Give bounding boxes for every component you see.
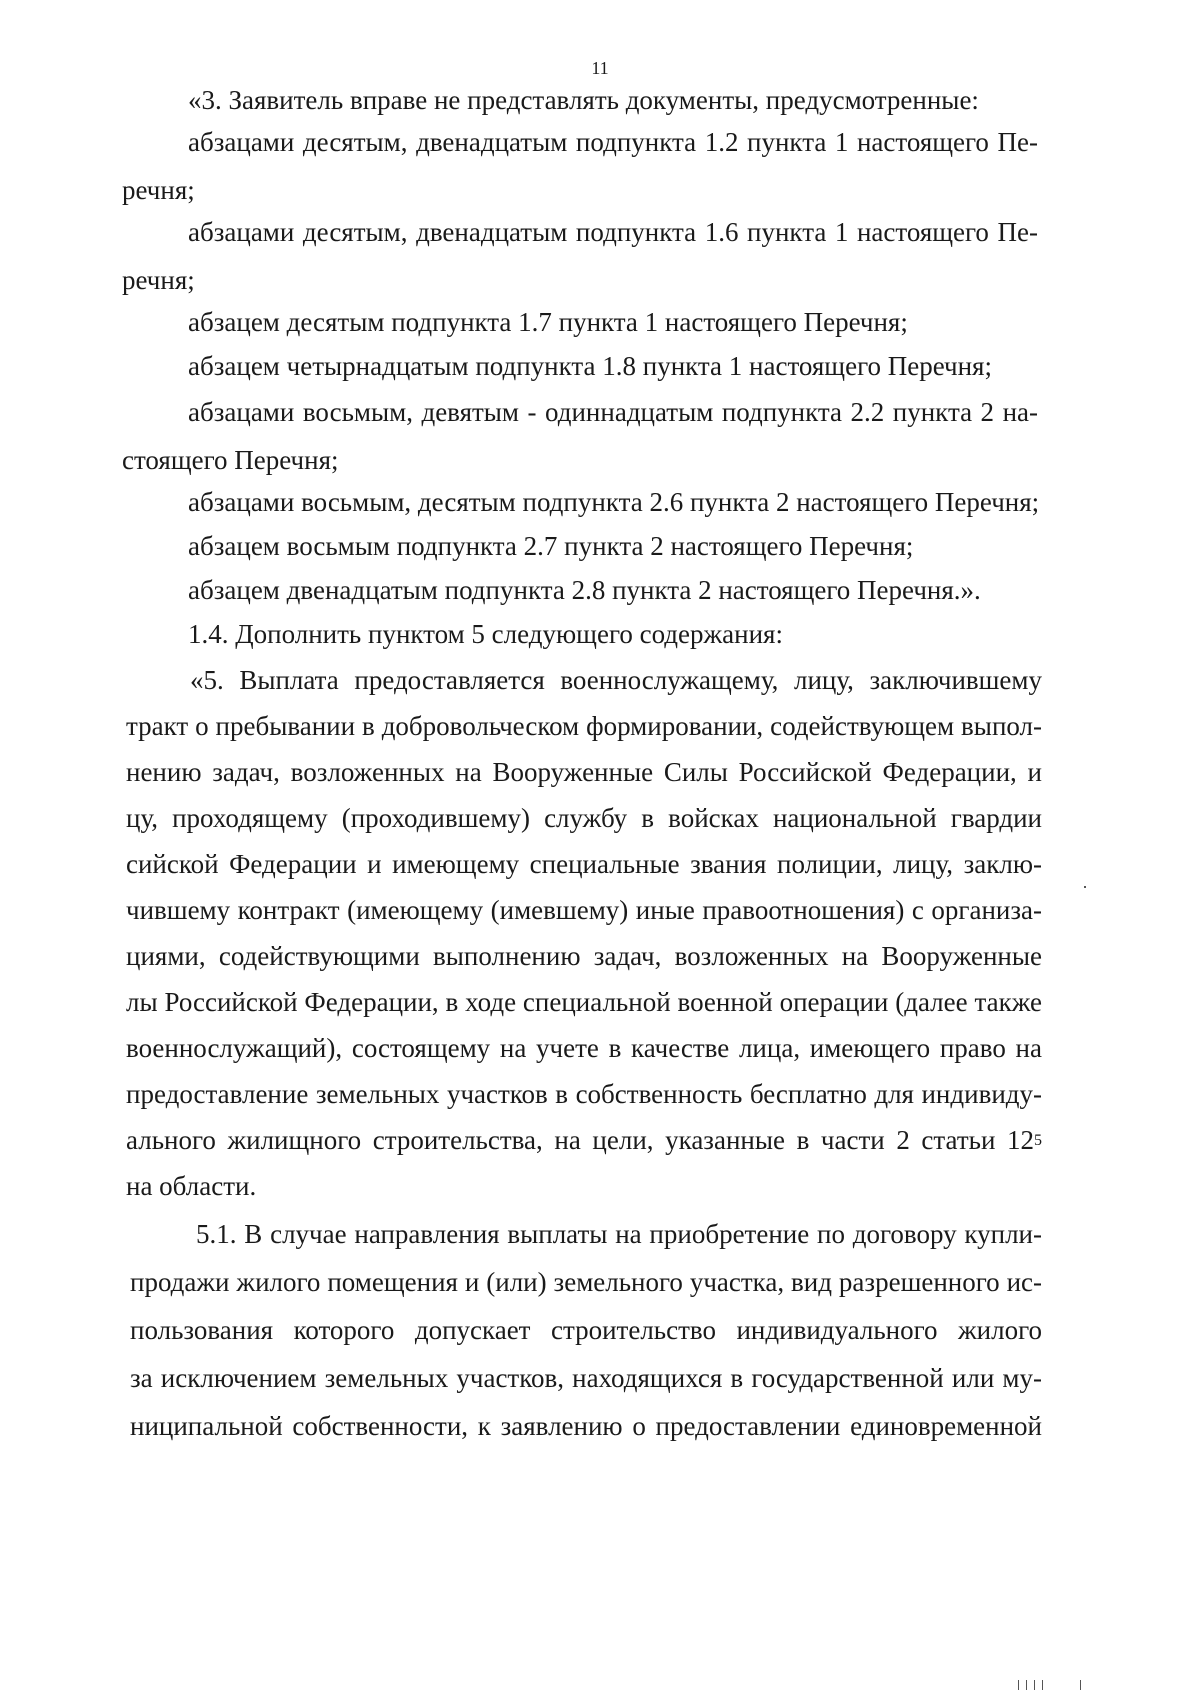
text-line: абзацами восьмым, девятым - одиннадцатым подпункта 2.2 пункта 2 на- bbox=[188, 397, 1038, 427]
text-line: речня; bbox=[122, 265, 195, 295]
text-line: цу, проходящему (проходившему) службу в войсках национальной гвардии bbox=[126, 803, 1042, 833]
scan-tick bbox=[1080, 1680, 1081, 1690]
text-fragment: ального жилищного строительства, на цели, указанные в части 2 статьи 12 bbox=[126, 1125, 1034, 1155]
text-line: «3. Заявитель вправе не представлять документы, предусмотренные: bbox=[188, 85, 979, 115]
scan-tick bbox=[1018, 1680, 1019, 1690]
text-line: циями, содействующими выполнению задач, возложенных на Вооруженные bbox=[126, 941, 1042, 971]
text-line: абзацами десятым, двенадцатым подпункта 1.2 пункта 1 настоящего Пе- bbox=[188, 127, 1038, 157]
text-line: абзацем десятым подпункта 1.7 пункта 1 настоящего Перечня; bbox=[188, 307, 908, 337]
text-line: лы Российской Федерации, в ходе специальной военной операции (далее также bbox=[126, 987, 1042, 1017]
text-line: продажи жилого помещения и (или) земельного участка, вид разрешенного ис- bbox=[130, 1267, 1042, 1297]
text-line: пользования которого допускает строительство индивидуального жилого bbox=[130, 1315, 1042, 1345]
scan-tick bbox=[1034, 1680, 1035, 1690]
scan-tick bbox=[1042, 1680, 1043, 1690]
text-line: абзацем двенадцатым подпункта 2.8 пункта 2 настоящего Перечня.». bbox=[188, 575, 981, 605]
text-line: абзацем четырнадцатым подпункта 1.8 пункта 1 настоящего Перечня; bbox=[188, 351, 992, 381]
superscript: 5 bbox=[1034, 1132, 1042, 1149]
page-number: 11 bbox=[591, 58, 609, 78]
text-line: абзацами восьмым, десятым подпункта 2.6 пункта 2 настоящего Перечня; bbox=[188, 487, 1040, 517]
text-line: военнослужащий), состоящему на учете в качестве лица, имеющего право на bbox=[126, 1033, 1042, 1063]
text-line: нению задач, возложенных на Вооруженные Силы Российской Федерации, и bbox=[126, 757, 1042, 787]
scan-dot bbox=[1084, 886, 1086, 888]
text-line: речня; bbox=[122, 175, 195, 205]
text-line: за исключением земельных участков, находящихся в государственной или му- bbox=[130, 1363, 1042, 1393]
text-line: на области. bbox=[126, 1171, 257, 1201]
scan-tick bbox=[1026, 1680, 1027, 1690]
text-line: абзацем восьмым подпункта 2.7 пункта 2 настоящего Перечня; bbox=[188, 531, 914, 561]
text-line: чившему контракт (имеющему (имевшему) иные правоотношения) с организа- bbox=[126, 895, 1042, 925]
text-line: тракт о пребывании в добровольческом формировании, содействующем выпол- bbox=[126, 711, 1042, 741]
text-line-with-superscript bbox=[126, 1120, 1042, 1160]
text-line: предоставление земельных участков в собственность бесплатно для индивиду- bbox=[126, 1079, 1042, 1109]
text-line: сийской Федерации и имеющему специальные звания полиции, лицу, заклю- bbox=[126, 849, 1042, 879]
text-line: 1.4. Дополнить пунктом 5 следующего содержания: bbox=[188, 619, 783, 649]
text-line: «5. Выплата предоставляется военнослужащему, лицу, заключившему bbox=[190, 665, 1042, 695]
text-line: ниципальной собственности, к заявлению о предоставлении единовременной bbox=[130, 1411, 1042, 1441]
text-line: 5.1. В случае направления выплаты на приобретение по договору купли- bbox=[196, 1219, 1042, 1249]
text-line: стоящего Перечня; bbox=[122, 445, 339, 475]
text-line: абзацами десятым, двенадцатым подпункта 1.6 пункта 1 настоящего Пе- bbox=[188, 217, 1038, 247]
